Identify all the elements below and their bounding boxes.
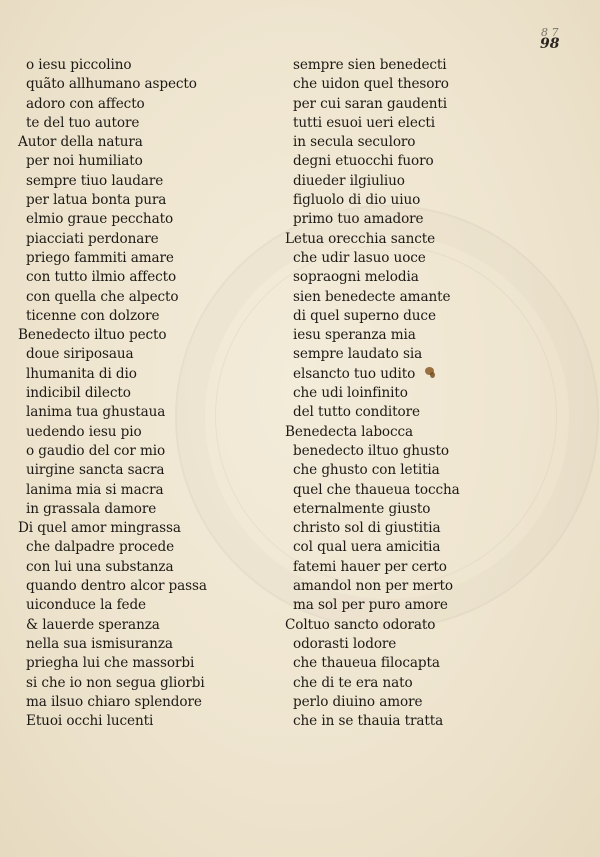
text-line: sien benedecte amante (293, 288, 451, 305)
text-line: te del tuo autore (26, 114, 140, 131)
text-line: per noi humiliato (26, 153, 143, 170)
text-line: nella sua ismisuranza (26, 635, 173, 652)
text-line: si che io non segua gliorbi (26, 674, 205, 691)
text-line: sempre laudato sia (293, 346, 423, 363)
text-line: piacciati perdonare (26, 230, 159, 247)
text-line: che dalpadre procede (26, 539, 175, 556)
text-line: Benedecto iltuo pecto (18, 327, 167, 344)
text-line: che di te era nato (293, 674, 413, 691)
text-line: ticenne con dolzore (26, 307, 160, 324)
text-line: con lui una substanza (26, 558, 174, 575)
right-text-column (285, 56, 535, 731)
text-line: sempre tiuo laudare (26, 172, 164, 189)
text-line: uedendo iesu pio (26, 423, 142, 440)
text-line: quando dentro alcor passa (26, 578, 207, 595)
text-line: benedecto iltuo ghusto (293, 442, 449, 459)
ink-stain-small (430, 372, 435, 378)
text-line: degni etuocchi fuoro (293, 153, 434, 170)
text-line: figluolo di dio uiuo (293, 192, 421, 209)
left-text-column (18, 56, 268, 731)
text-line: iesu speranza mia (293, 327, 416, 344)
text-line: ma ilsuo chiaro splendore (26, 693, 202, 710)
text-line: di quel superno duce (293, 307, 436, 324)
text-line: lhumanita di dio (26, 365, 137, 382)
text-line: in grassala damore (26, 500, 157, 517)
text-line: lanima mia si macra (26, 481, 164, 498)
text-line: priego fammiti amare (26, 249, 174, 266)
text-line: con quella che alpecto (26, 288, 179, 305)
text-line: fatemi hauer per certo (293, 558, 447, 575)
text-line: Di quel amor mingrassa (18, 520, 181, 537)
text-line: uirgine sancta sacra (26, 462, 165, 479)
text-line: Letua orecchia sancte (285, 230, 436, 247)
text-line: che udir lasuo uoce (293, 249, 426, 266)
text-line: christo sol di giustitia (293, 520, 441, 537)
text-line: che ghusto con letitia (293, 462, 440, 479)
old-folio-number: 8 7 (541, 26, 559, 39)
text-line: elmio graue pecchato (26, 211, 174, 228)
text-line: che udi loinfinito (293, 385, 408, 402)
text-line: del tutto conditore (293, 404, 420, 421)
text-line: o gaudio del cor mio (26, 442, 166, 459)
text-line: Etuoi occhi lucenti (26, 713, 154, 730)
text-line: che in se thauia tratta (293, 713, 444, 730)
text-line: che uidon quel thesoro (293, 76, 449, 93)
text-line: in secula seculoro (293, 134, 416, 151)
text-line: Coltuo sancto odorato (285, 616, 436, 633)
text-line: per cui saran gaudenti (293, 95, 448, 112)
text-line: & lauerde speranza (26, 616, 160, 633)
text-line: con tutto ilmio affecto (26, 269, 177, 286)
text-line: diueder ilgiuliuo (293, 172, 405, 189)
text-line: perlo diuino amore (293, 693, 423, 710)
text-line: adoro con affecto (26, 95, 145, 112)
text-line: indicibil dilecto (26, 385, 131, 402)
text-line: lanima tua ghustaua (26, 404, 166, 421)
text-line: quãto allhumano aspecto (26, 76, 197, 93)
folio-number: 98 (540, 36, 560, 52)
text-line: Autor della natura (18, 134, 143, 151)
text-line: priegha lui che massorbi (26, 655, 195, 672)
text-line: amandol non per merto (293, 578, 453, 595)
text-line: per latua bonta pura (26, 192, 167, 209)
text-line: quel che thaueua toccha (293, 481, 460, 498)
text-line: uiconduce la fede (26, 597, 146, 614)
text-line: col qual uera amicitia (293, 539, 441, 556)
text-line: elsancto tuo udito (293, 365, 416, 382)
text-line: odorasti lodore (293, 635, 397, 652)
text-line: sempre sien benedecti (293, 57, 447, 73)
text-line: ma sol per puro amore (293, 597, 448, 614)
text-line: che thaueua filocapta (293, 655, 440, 672)
text-line: o iesu piccolino (26, 57, 132, 73)
text-line: sopraogni melodia (293, 269, 419, 286)
text-line: eternalmente giusto (293, 500, 431, 517)
text-line: tutti esuoi ueri electi (293, 114, 435, 131)
text-line: doue siriposaua (26, 346, 134, 363)
text-line: Benedecta labocca (285, 423, 414, 440)
text-line: primo tuo amadore (293, 211, 424, 228)
